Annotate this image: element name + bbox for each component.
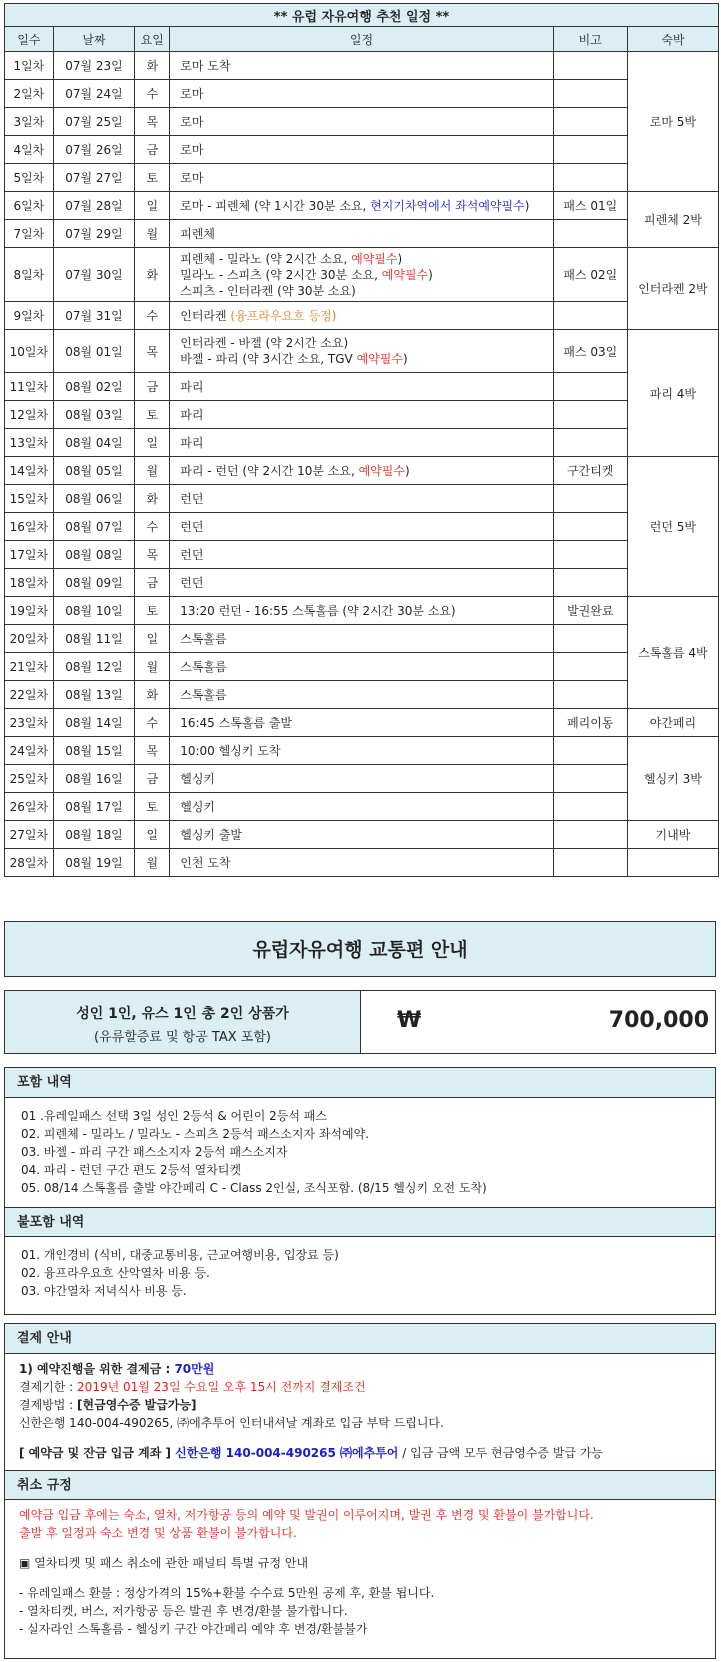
dow-cell: 수 [135,80,170,108]
plan-text-end: ) [524,198,530,213]
note-cell [553,52,627,80]
stay-cell: 피렌체 2박 [627,192,718,248]
table-row [5,248,719,302]
day-cell: 15일차 [5,485,54,513]
date-cell: 08월 10일 [53,597,135,625]
dow-cell: 목 [135,541,170,569]
price-amount: 700,000 [608,1008,709,1033]
note-cell: 구간티켓 [553,457,627,485]
date-cell: 07월 23일 [53,52,135,80]
date-cell: 08월 04일 [53,429,135,457]
date-cell: 08월 01일 [53,330,135,373]
table-row [5,513,719,541]
header-day: 일수 [5,27,54,52]
day-cell: 26일차 [5,793,54,821]
table-row [5,330,719,373]
note-cell [553,164,627,192]
plan-cell: 파리 [170,401,553,429]
header-date: 날짜 [53,27,135,52]
stay-cell: 야간페리 [627,709,718,737]
day-cell: 21일차 [5,653,54,681]
table-row [5,653,719,681]
table-row [5,302,719,330]
table-row [5,597,719,625]
dow-cell: 목 [135,108,170,136]
plan-text: 피렌체 - 밀라노 (약 2시간 소요, [180,251,352,266]
payment-title: 결제 안내 [5,1324,715,1354]
header-stay: 숙박 [627,27,718,52]
cancel-title: 취소 규정 [5,1470,715,1500]
date-cell: 08월 06일 [53,485,135,513]
day-cell: 19일차 [5,597,54,625]
list-item: - 유레일패스 환불 : 정상가격의 15%+환불 수수료 5만원 공제 후, 환불 됩니다. [19,1586,435,1600]
currency-symbol: ₩ [397,1008,422,1033]
plan-highlight: (융프라우요흐 등정) [230,308,337,323]
plan-highlight: 예약필수 [358,463,405,478]
plan-text-end: ) [404,463,410,478]
plan-cell: 파리 [170,429,553,457]
plan-highlight: 예약필수 [351,251,398,266]
payment-label: 결제기한 : [19,1380,78,1394]
payment-method: [현금영수증 발급가능] [77,1398,197,1412]
dow-cell: 금 [135,373,170,401]
plan-cell: 헬싱키 출발 [170,821,553,849]
header-note: 비고 [553,27,627,52]
plan-cell: 런던 [170,569,553,597]
note-cell [553,401,627,429]
dow-cell: 수 [135,513,170,541]
plan-cell: 스톡홀름 [170,625,553,653]
dow-cell: 금 [135,136,170,164]
plan-cell: 로마 도착 [170,52,553,80]
payment-label: 1) 예약진행을 위한 결제금 : [19,1362,175,1376]
payment-label: 결제방법 : [19,1398,78,1412]
note-cell [553,373,627,401]
dow-cell: 일 [135,821,170,849]
plan-text: 바젤 - 파리 (약 3시간 소요, TGV [180,352,357,366]
note-cell [553,849,627,877]
day-cell: 12일차 [5,401,54,429]
plan-line: 인터라켄 - 바젤 (약 2시간 소요) [180,336,349,350]
table-row [5,220,719,248]
plan-cell: 파리 [170,373,553,401]
date-cell: 08월 05일 [53,457,135,485]
list-item: - 열차티켓, 버스, 저가항공 등은 발권 후 변경/환불 불가합니다. [19,1604,348,1618]
date-cell: 07월 29일 [53,220,135,248]
dow-cell: 화 [135,52,170,80]
table-row [5,192,719,220]
plan-highlight: 현지기차역에서 좌석예약필수 [370,198,525,213]
dow-cell: 금 [135,569,170,597]
note-cell: 패스 02일 [553,248,627,302]
transport-title: 유럽자유여행 교통편 안내 [4,921,716,977]
note-cell [553,429,627,457]
list-item: 04. 파리 - 런던 구간 편도 2등석 열차티켓 [21,1163,242,1177]
dow-cell: 토 [135,597,170,625]
included-list [5,1098,715,1207]
day-cell: 18일차 [5,569,54,597]
table-row [5,681,719,709]
plan-line [180,351,548,367]
stay-cell: 헬싱키 3박 [627,737,718,821]
date-cell: 07월 26일 [53,136,135,164]
plan-cell: 런던 [170,541,553,569]
table-row [5,793,719,821]
stay-cell: 인터라켄 2박 [627,248,718,330]
plan-cell [170,248,553,302]
stay-cell: 런던 5박 [627,457,718,597]
note-cell [553,302,627,330]
plan-cell: 헬싱키 [170,765,553,793]
table-row [5,709,719,737]
payment-line: 신한은행 140-004-490265, ㈜에추투어 인터내셔날 계좌로 입금 부탁 드립니다. [19,1416,444,1430]
table-row [5,737,719,765]
date-cell: 07월 25일 [53,108,135,136]
dow-cell: 토 [135,793,170,821]
date-cell: 08월 08일 [53,541,135,569]
payment-line [19,1396,715,1414]
note-cell [553,793,627,821]
note-cell [553,653,627,681]
payment-body [5,1354,715,1462]
payment-line [19,1378,715,1396]
list-item: 03. 바젤 - 파리 구간 패스소지자 2등석 패스소지자 [21,1145,288,1159]
dow-cell: 토 [135,164,170,192]
cancel-body [5,1500,715,1638]
dow-cell: 금 [135,765,170,793]
note-cell [553,485,627,513]
stay-cell [627,849,718,877]
day-cell: 20일차 [5,625,54,653]
plan-cell [170,457,553,485]
plan-cell: 헬싱키 [170,793,553,821]
excluded-title: 불포함 내역 [5,1207,715,1237]
payment-deadline: 2019년 01월 23일 수요일 오후 15시 전까지 결제조건 [77,1380,366,1394]
stay-cell: 스톡홀름 4박 [627,597,718,709]
dow-cell: 일 [135,192,170,220]
note-cell [553,513,627,541]
note-cell [553,821,627,849]
account-label: [ 예약금 및 잔금 입금 계좌 ] [19,1446,176,1460]
penalty-title: ▣ 열차티켓 및 패스 취소에 관한 패널티 특별 규정 안내 [19,1556,309,1570]
cancel-warning: 출발 후 일정과 숙소 변경 및 상품 환불이 불가합니다. [19,1526,297,1540]
note-cell: 페리이동 [553,709,627,737]
day-cell: 24일차 [5,737,54,765]
dow-cell: 월 [135,849,170,877]
table-row [5,80,719,108]
date-cell: 07월 30일 [53,248,135,302]
account-line [19,1444,715,1462]
dow-cell: 목 [135,737,170,765]
table-row [5,108,719,136]
plan-cell [170,330,553,373]
day-cell: 9일차 [5,302,54,330]
dow-cell: 일 [135,625,170,653]
list-item: 03. 야간열차 저녁식사 비용 등. [21,1284,187,1298]
day-cell: 27일차 [5,821,54,849]
dow-cell: 월 [135,457,170,485]
dow-cell: 화 [135,485,170,513]
table-row [5,401,719,429]
inclusions-box [4,1067,716,1315]
date-cell: 08월 16일 [53,765,135,793]
note-cell [553,681,627,709]
table-row [5,136,719,164]
plan-highlight: 예약필수 [381,267,429,282]
plan-line [180,251,548,267]
day-cell: 11일차 [5,373,54,401]
day-cell: 4일차 [5,136,54,164]
day-cell: 22일차 [5,681,54,709]
header-dow: 요일 [135,27,170,52]
schedule-table [4,3,719,877]
table-row [5,821,719,849]
day-cell: 10일차 [5,330,54,373]
plan-highlight: 예약필수 [356,352,403,366]
note-cell [553,108,627,136]
note-cell [553,569,627,597]
dow-cell: 목 [135,330,170,373]
day-cell: 28일차 [5,849,54,877]
payment-line [19,1360,715,1378]
list-item: 05. 08/14 스톡홀름 출발 야간페리 C - Class 2인실, 조식포함. (8/15 헬싱키 오전 도착) [21,1181,487,1195]
plan-cell: 16:45 스톡홀름 출발 [170,709,553,737]
day-cell: 5일차 [5,164,54,192]
plan-cell: 런던 [170,513,553,541]
note-cell: 발권완료 [553,597,627,625]
note-cell [553,136,627,164]
excluded-list [5,1237,715,1310]
date-cell: 08월 09일 [53,569,135,597]
table-row [5,457,719,485]
table-row [5,849,719,877]
date-cell: 07월 24일 [53,80,135,108]
list-item: 02. 피렌체 - 밀라노 / 밀라노 - 스피츠 2등석 패스소지자 좌석예약. [21,1127,369,1141]
table-row [5,485,719,513]
table-row [5,625,719,653]
plan-cell: 로마 [170,136,553,164]
plan-cell: 런던 [170,485,553,513]
plan-text: 밀라노 - 스피츠 (약 2시간 30분 소요, [180,267,382,282]
plan-text-end: ) [428,267,433,282]
dow-cell: 수 [135,709,170,737]
table-row [5,52,719,80]
note-cell [553,625,627,653]
note-cell: 패스 03일 [553,330,627,373]
stay-cell: 파리 4박 [627,330,718,457]
date-cell: 08월 11일 [53,625,135,653]
plan-cell: 피렌체 [170,220,553,248]
day-cell: 1일차 [5,52,54,80]
plan-cell: 로마 [170,108,553,136]
schedule-header-row [5,27,719,52]
price-label-main: 성인 1인, 유스 1인 총 2인 상품가 [76,1006,289,1022]
note-cell [553,80,627,108]
table-row [5,765,719,793]
day-cell: 8일차 [5,248,54,302]
table-row [5,164,719,192]
note-cell [553,765,627,793]
dow-cell: 화 [135,681,170,709]
day-cell: 16일차 [5,513,54,541]
dow-cell: 수 [135,302,170,330]
payment-box [4,1323,716,1659]
date-cell: 08월 07일 [53,513,135,541]
date-cell: 08월 19일 [53,849,135,877]
date-cell: 08월 17일 [53,793,135,821]
date-cell: 08월 02일 [53,373,135,401]
day-cell: 23일차 [5,709,54,737]
plan-text: 인터라켄 [180,308,231,323]
plan-cell [170,302,553,330]
note-cell [553,737,627,765]
list-item: 02. 융프라우요흐 산악열차 비용 등. [21,1266,210,1280]
day-cell: 7일차 [5,220,54,248]
plan-line [180,267,548,283]
day-cell: 25일차 [5,765,54,793]
date-cell: 07월 28일 [53,192,135,220]
plan-cell [170,192,553,220]
day-cell: 14일차 [5,457,54,485]
plan-cell: 13:20 런던 - 16:55 스톡홀름 (약 2시간 30분 소요) [170,597,553,625]
note-cell [553,541,627,569]
table-row [5,429,719,457]
list-item: - 실자라인 스톡홀름 - 헬싱키 구간 야간페리 예약 후 변경/환불불가 [19,1622,368,1636]
dow-cell: 화 [135,248,170,302]
plan-line: 스피츠 - 인터라켄 (약 30분 소요) [180,283,356,298]
date-cell: 08월 13일 [53,681,135,709]
dow-cell: 일 [135,429,170,457]
plan-text-end: ) [402,352,408,366]
date-cell: 08월 15일 [53,737,135,765]
day-cell: 17일차 [5,541,54,569]
dow-cell: 월 [135,220,170,248]
dow-cell: 토 [135,401,170,429]
plan-text: 파리 - 런던 (약 2시간 10분 소요, [180,463,359,478]
day-cell: 2일차 [5,80,54,108]
date-cell: 08월 12일 [53,653,135,681]
payment-amount: 70만원 [174,1362,215,1376]
date-cell: 07월 31일 [53,302,135,330]
account-note: / 입금 금액 모두 현금영수증 발급 가능 [398,1446,604,1460]
plan-cell: 스톡홀름 [170,681,553,709]
day-cell: 6일차 [5,192,54,220]
plan-cell: 스톡홀름 [170,653,553,681]
plan-text-end: ) [397,251,403,266]
account-value: 신한은행 140-004-490265 ㈜에추투어 [175,1446,399,1460]
plan-cell: 10:00 헬싱키 도착 [170,737,553,765]
day-cell: 13일차 [5,429,54,457]
price-label-sub: (유류할증료 및 항공 TAX 포함) [94,1030,271,1045]
day-cell: 3일차 [5,108,54,136]
cancel-warning: 예약금 입금 후에는 숙소, 열차, 저가항공 등의 예약 및 발권이 이루어지며, 발권 후 변경 및 환불이 불가합니다. [19,1508,594,1522]
list-item: 01 .유레일패스 선택 3일 성인 2등석 & 어린이 2등석 패스 [21,1109,327,1123]
date-cell: 07월 27일 [53,164,135,192]
stay-cell: 로마 5박 [627,52,718,192]
header-plan: 일정 [170,27,553,52]
plan-text: 로마 - 피렌체 (약 1시간 30분 소요, [180,198,371,213]
schedule-title: ** 유럽 자유여행 추천 일정 ** [5,4,719,27]
date-cell: 08월 03일 [53,401,135,429]
price-label [5,991,361,1053]
plan-cell: 로마 [170,164,553,192]
table-row [5,541,719,569]
dow-cell: 월 [135,653,170,681]
note-cell: 패스 01일 [553,192,627,220]
price-value [361,991,715,1053]
table-row [5,373,719,401]
plan-cell: 인천 도착 [170,849,553,877]
price-box [4,990,716,1054]
list-item: 01. 개인경비 (식비, 대중교통비용, 근교여행비용, 입장료 등) [21,1248,339,1262]
stay-cell: 기내박 [627,821,718,849]
table-row [5,569,719,597]
date-cell: 08월 14일 [53,709,135,737]
date-cell: 08월 18일 [53,821,135,849]
plan-cell: 로마 [170,80,553,108]
note-cell [553,220,627,248]
included-title: 포함 내역 [5,1068,715,1098]
